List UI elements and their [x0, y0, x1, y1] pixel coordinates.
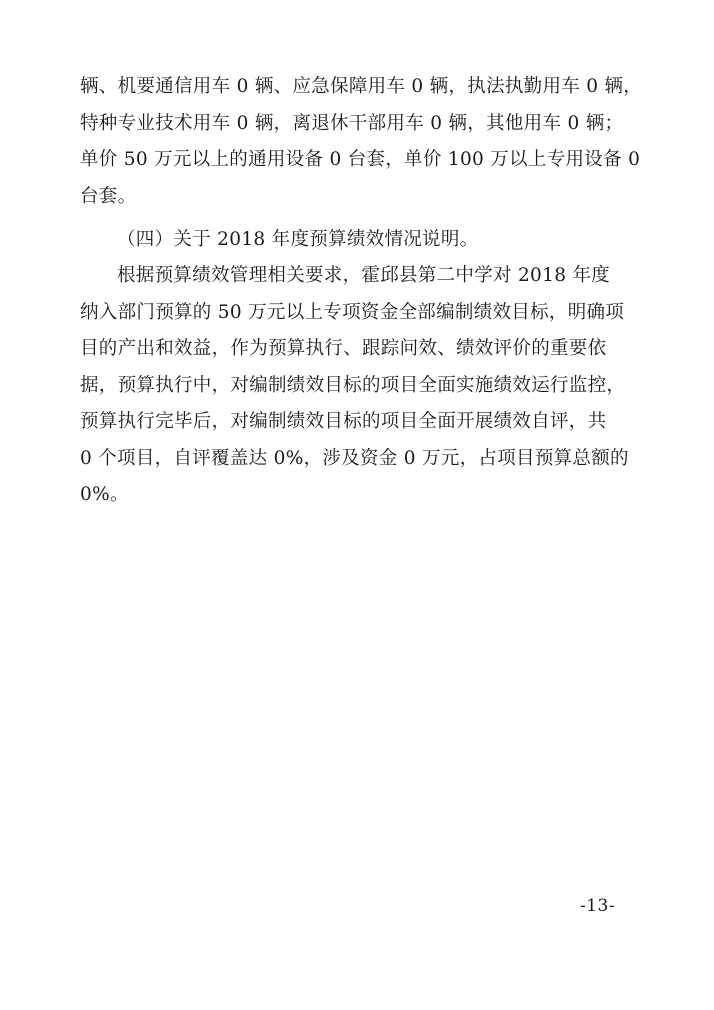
paragraph-line: 0%。 — [80, 484, 129, 505]
section-heading — [80, 222, 640, 259]
paragraph-line: 预算执行完毕后，对编制绩效目标的项目全面开展绩效自评，共 — [80, 411, 607, 432]
paragraph-line: 特种专业技术用车 0 辆，离退休干部用车 0 辆，其他用车 0 辆； — [80, 112, 624, 134]
paragraph-line: 单价 50 万元以上的通用设备 0 台套，单价 100 万以上专用设备 0 — [80, 149, 641, 170]
paragraph-line: 台套。 — [80, 185, 137, 207]
vehicle-equipment-paragraph — [80, 69, 643, 215]
paragraph-line: 0 个项目，自评覆盖达 0%，涉及资金 0 万元，占项目预算总额的 — [80, 447, 629, 469]
paragraph-line: 根据预算绩效管理相关要求，霍邱县第二中学对 2018 年度 — [117, 265, 611, 286]
paragraph-line: 目的产出和效益，作为预算执行、跟踪问效、绩效评价的重要依 — [80, 338, 607, 359]
paragraph-line: 据，预算执行中，对编制绩效目标的项目全面实施绩效运行监控， — [80, 374, 626, 396]
section-heading-text: （四）关于 2018 年度预算绩效情况说明。 — [117, 229, 479, 250]
paragraph-line: 纳入部门预算的 50 万元以上专项资金全部编制绩效目标，明确项 — [80, 301, 625, 323]
page-number: -13- — [580, 896, 616, 916]
performance-paragraph — [80, 258, 640, 514]
paragraph-line: 辆、机要通信用车 0 辆、应急保障用车 0 辆，执法执勤用车 0 辆， — [80, 76, 643, 97]
